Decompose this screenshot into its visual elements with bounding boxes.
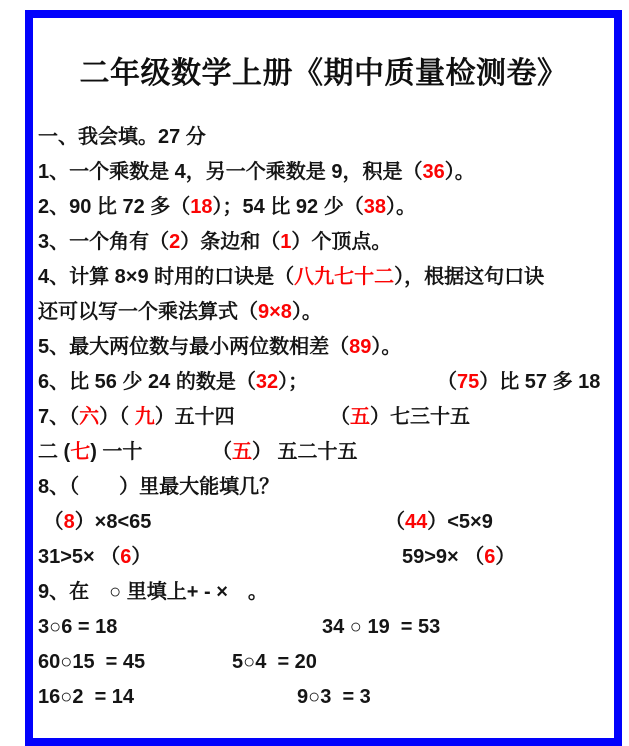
question-text: ）； bbox=[278, 371, 309, 393]
question-text: （ bbox=[330, 406, 350, 428]
answer-text: 89 bbox=[349, 336, 372, 358]
question-text: 一、我会填。27 分 bbox=[38, 126, 206, 148]
worksheet-line bbox=[38, 470, 616, 505]
question-text: 2、90 比 72 多（ bbox=[38, 196, 191, 218]
answer-text: 38 bbox=[363, 196, 386, 218]
question-text: 7、（ bbox=[38, 406, 80, 428]
worksheet-line bbox=[38, 575, 616, 610]
worksheet-line bbox=[38, 610, 616, 645]
question-text: ）<5×9 bbox=[427, 511, 493, 533]
question-text: （ bbox=[437, 371, 457, 393]
answer-text: 75 bbox=[457, 371, 480, 393]
worksheet-lines bbox=[38, 120, 616, 715]
worksheet-line bbox=[38, 645, 616, 680]
right-column bbox=[322, 610, 440, 645]
question-text: 3○6 = 18 bbox=[38, 616, 118, 638]
question-text: ） bbox=[131, 546, 152, 568]
worksheet-line bbox=[38, 680, 616, 715]
answer-text: 八九七十二 bbox=[294, 266, 395, 288]
right-column bbox=[437, 365, 600, 400]
question-text: ），根据这句口诀 bbox=[394, 266, 545, 288]
answer-text: 九 bbox=[134, 406, 155, 428]
answer-text: 六 bbox=[79, 406, 100, 428]
answer-text: 32 bbox=[255, 371, 279, 393]
right-column bbox=[232, 645, 317, 680]
question-text: （ bbox=[385, 511, 405, 533]
question-text: ）；54 比 92 少（ bbox=[212, 196, 364, 218]
worksheet-line bbox=[38, 400, 616, 435]
worksheet-line bbox=[38, 260, 616, 295]
question-text: 31>5× （ bbox=[38, 546, 121, 568]
question-text: ） 五二十五 bbox=[252, 441, 358, 463]
question-text: 9、在 ○ 里填上+ - × 。 bbox=[38, 581, 268, 603]
question-text: ）。 bbox=[385, 196, 416, 218]
question-text: 6、比 56 少 24 的数是（ bbox=[38, 371, 256, 393]
question-text: ）×8<65 bbox=[74, 511, 152, 533]
answer-text: 2 bbox=[169, 231, 181, 253]
question-text: 还可以写一个乘法算式（ bbox=[38, 301, 258, 323]
question-text: 60○15 = 45 bbox=[38, 651, 146, 673]
question-text: ）。 bbox=[291, 301, 322, 323]
question-text: 16○2 = 14 bbox=[38, 686, 135, 708]
question-text: ）。 bbox=[444, 161, 475, 183]
answer-text: 18 bbox=[190, 196, 213, 218]
question-text: 1、一个乘数是 4，另一个乘数是 9，积是（ bbox=[38, 161, 423, 183]
answer-text: 1 bbox=[280, 231, 292, 253]
worksheet-line bbox=[38, 330, 616, 365]
worksheet-line bbox=[38, 365, 616, 400]
question-text: ）比 57 多 18 bbox=[479, 371, 601, 393]
question-text: ) 一十 bbox=[90, 441, 143, 463]
right-column bbox=[330, 400, 470, 435]
question-text: ）个顶点。 bbox=[291, 231, 392, 253]
right-column bbox=[212, 435, 358, 470]
worksheet-line bbox=[38, 435, 616, 470]
page-title: 二年级数学上册《期中质量检测卷》 bbox=[79, 57, 568, 90]
question-text: （ bbox=[212, 441, 232, 463]
answer-text: 9×8 bbox=[258, 301, 292, 323]
question-text: ）（ bbox=[99, 406, 135, 428]
worksheet-line bbox=[38, 120, 616, 155]
right-column bbox=[297, 680, 371, 715]
worksheet-line bbox=[38, 155, 616, 190]
question-text: 34 ○ 19 = 53 bbox=[322, 616, 441, 638]
worksheet-line bbox=[38, 295, 616, 330]
question-text: 8、（ ）里最大能填几？ bbox=[38, 476, 280, 498]
worksheet-line bbox=[38, 540, 616, 575]
question-text: 5、最大两位数与最小两位数相差（ bbox=[38, 336, 350, 358]
question-text: 9○3 = 3 bbox=[297, 686, 371, 708]
question-text: ） bbox=[495, 546, 516, 568]
worksheet-line bbox=[38, 190, 616, 225]
answer-text: 6 bbox=[120, 546, 132, 568]
question-text: 3、一个角有（ bbox=[38, 231, 170, 253]
question-text: ）。 bbox=[371, 336, 402, 358]
question-text: ）五十四 bbox=[154, 406, 235, 428]
answer-text: 七 bbox=[70, 441, 91, 463]
right-column bbox=[402, 540, 515, 575]
answer-text: 8 bbox=[63, 511, 75, 533]
question-text: 二 ( bbox=[38, 441, 71, 463]
question-text: 4、计算 8×9 时用的口诀是（ bbox=[38, 266, 295, 288]
worksheet-line bbox=[38, 225, 616, 260]
answer-text: 44 bbox=[405, 511, 428, 533]
question-text: ）条边和（ bbox=[180, 231, 281, 253]
question-text: ）七三十五 bbox=[370, 406, 470, 428]
answer-text: 6 bbox=[484, 546, 496, 568]
answer-text: 五 bbox=[350, 406, 370, 428]
right-column bbox=[385, 505, 493, 540]
question-text: （ bbox=[38, 511, 64, 533]
question-text: 5○4 = 20 bbox=[232, 651, 317, 673]
question-text: 59>9× （ bbox=[402, 546, 485, 568]
answer-text: 36 bbox=[422, 161, 445, 183]
worksheet-line bbox=[38, 505, 616, 540]
answer-text: 五 bbox=[232, 441, 252, 463]
